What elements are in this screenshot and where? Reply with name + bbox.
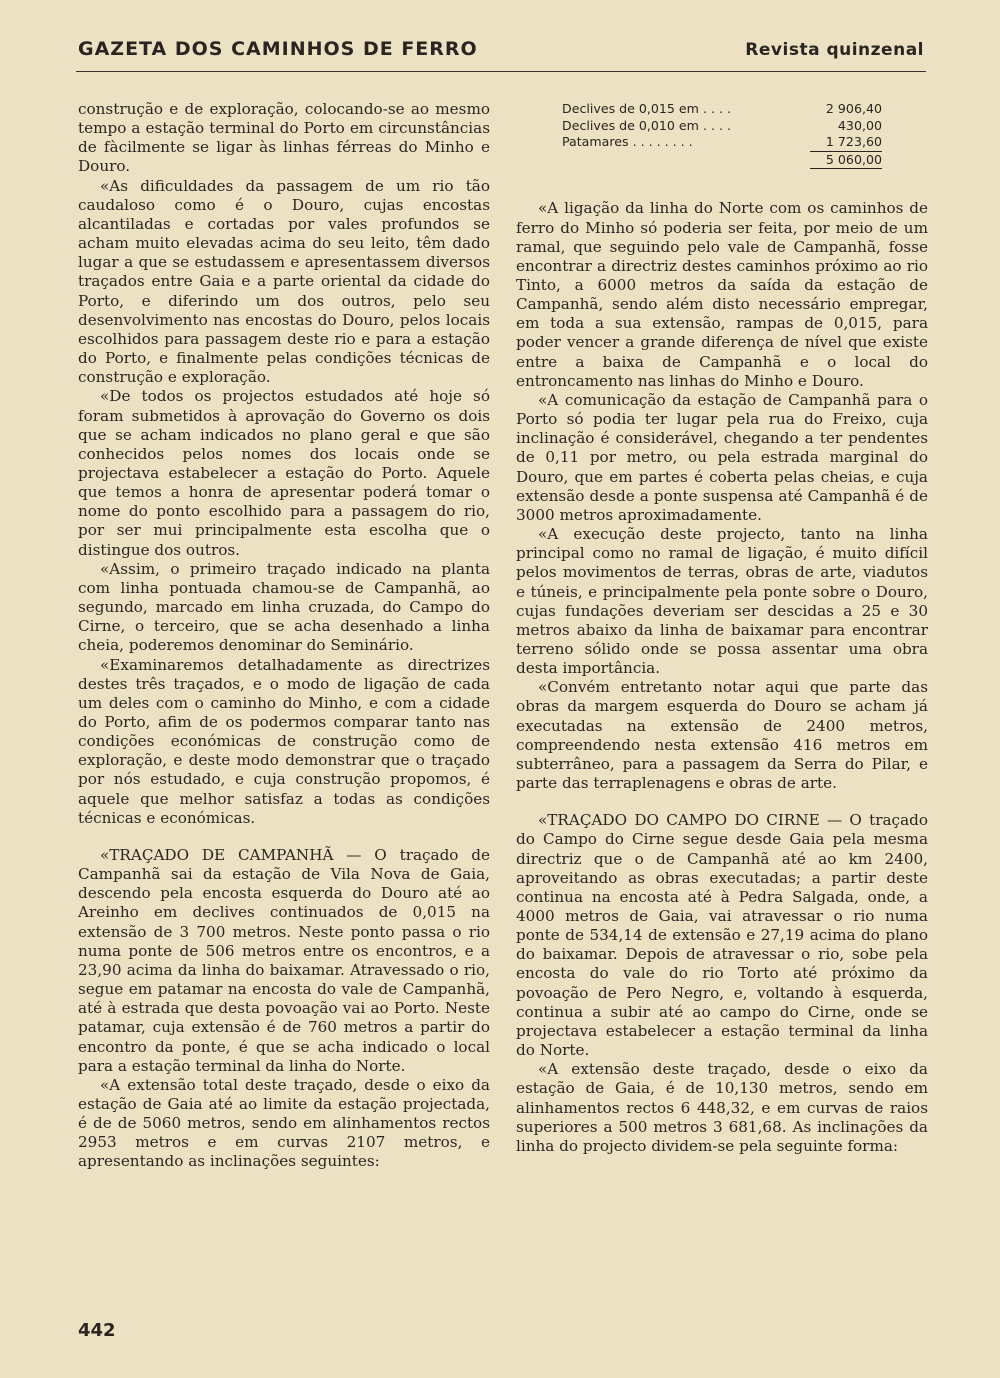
table-row (562, 118, 882, 135)
paragraph: «A execução deste projecto, tanto na linha principal como no ramal de ligação, é muito difícil pelos movimentos de terras, obras de arte, viadutos e túneis, e principalmente pela ponte sobre o Douro, cujas fundações deveriam ser descidas a 25 e 30 metros abaixo da linha de baixamar para encontrar terreno sólido onde se possa assentar uma obra desta importância. (516, 525, 928, 678)
journal-title: GAZETA DOS CAMINHOS DE FERRO (78, 38, 478, 60)
paragraph: «A ligação da linha do Norte com os caminhos de ferro do Minho só poderia ser feita, por meio de um ramal, que seguindo pelo vale de Campanhã, fosse encontrar a directriz destes caminhos próximo ao rio Tinto, a 6000 metros da saída da estação de Campanhã, sendo além disto necessário empregar, em toda a sua extensão, rampas de 0,015, para poder vencer a grande diferença de nível que existe entre a baixa de Campanhã e o local do entroncamento nas linhas do Minho e Douro. (516, 199, 928, 390)
table-row (562, 101, 882, 118)
paragraph: construção e de exploração, colocando-se ao mesmo tempo a estação terminal do Porto em circunstâncias de fàcilmente se ligar às linhas férreas do Minho e Douro. (78, 100, 490, 176)
table-total-row (562, 152, 882, 170)
table-row-value: 1 723,60 (810, 134, 882, 152)
paragraph: «De todos os projectos estudados até hoje só foram submetidos à aprovação do Governo os dois que se acham indicados no plano geral e que são conhecidos pelos nomes dos locais onde se projectava estabelecer a estação do Porto. Aquele que temos a honra de apresentar poderá tomar o nome do ponto escolhido para a passagem do rio, por ser mui principalmente esta escolha que o distingue dos outros. (78, 387, 490, 559)
table-row-label: Patamares . . . . . . . . (562, 134, 693, 150)
table-total-value: 5 060,00 (810, 152, 882, 170)
right-column (516, 101, 928, 1156)
table-row-value: 430,00 (837, 117, 882, 133)
table-row-value: 2 906,40 (825, 101, 882, 116)
page-header (78, 38, 924, 62)
section-paragraph-campanha: «TRAÇADO DE CAMPANHÃ — O traçado de Campanhã sai da estação de Vila Nova de Gaia, descendo pela encosta esquerda do Douro até ao Areinho em declives continuados de 0,015 na extensão de 3 700 metros. Neste ponto passa o rio numa ponte de 506 metros entre os encontros, e a 23,90 acima da linha do baixamar. Atravessado o rio, segue em patamar na encosta do vale de Campanhã, até à estrada que desta povoação vai ao Porto. Neste patamar, cuja extensão é de 760 metros a partir do encontro da ponte, é que se acha indicado o local para a estação terminal da linha do Norte. (78, 845, 490, 1075)
table-row-label: Declives de 0,010 em . . . . (562, 117, 731, 133)
table-row (562, 134, 882, 152)
paragraph: «Examinaremos detalhadamente as directrizes destes três traçados, e o modo de ligação de cada um deles com o caminho do Minho, e com a cidade do Porto, afim de os podermos comparar tanto nas condições económicas de construção como de exploração, e deste modo demonstrar que o traçado por nós estudado, e cuja construção propomos, é aquele que melhor satisfaz a todas as condições técnicas e económicas. (78, 655, 490, 827)
paragraph: «A comunicação da estação de Campanhã para o Porto só podia ter lugar pela rua do Freixo, cuja inclinação é considerável, chegando a ter pendentes de 0,11 por metro, ou pela estrada marginal do Douro, que em partes é coberta pelas cheias, e cuja extensão desde a ponte suspensa até Campanhã é de 3000 metros aproximadamente. (516, 390, 928, 524)
paragraph: «Assim, o primeiro traçado indicado na planta com linha pontuada chamou-se de Campanhã, ao segundo, marcado em linha cruzada, do Campo do Cirne, o terceiro, que se acha desenhado a linha cheia, poderemos denominar do Seminário. (78, 559, 490, 655)
paragraph: «As dificuldades da passagem de um rio tão caudaloso como é o Douro, cujas encostas alcantiladas e cortadas por vales profundos se acham muito elevadas acima do seu leito, têm dado lugar a que se estudassem e apresentassem diversos traçados entre Gaia e a parte oriental da cidade do Porto, e diferindo um dos outros, pelo seu desenvolvimento nas encostas do Douro, pelos locais escolhidos para passagem deste rio e para a estação do Porto, e finalmente pelas condições técnicas de construção e exploração. (78, 176, 490, 387)
journal-subtitle: Revista quinzenal (745, 40, 924, 60)
table-row-label: Declives de 0,015 em . . . . (562, 101, 731, 116)
paragraph: «Convém entretanto notar aqui que parte das obras da margem esquerda do Douro se acham já executadas na extensão de 2400 metros, compreendendo nesta extensão 416 metros em subterrâneo, para a passagem da Serra do Pilar, e parte das terraplenagens e obras de arte. (516, 678, 928, 793)
header-rule (76, 71, 926, 72)
page-number: 442 (78, 1320, 116, 1341)
left-column (78, 100, 490, 1172)
paragraph: «A extensão total deste traçado, desde o eixo da estação de Gaia até ao limite da estação projectada, é de de 5060 metros, sendo em alinhamentos rectos 2953 metros e em curvas 2107 metros, e apresentando as inclinações seguintes: (78, 1075, 490, 1171)
paragraph: «A extensão deste traçado, desde o eixo da estação de Gaia, é de 10,130 metros, sendo em alinhamentos rectos 6 448,32, e em curvas de raios superiores a 500 metros 3 681,68. As inclinações da linha do projecto dividem-se pela seguinte forma: (516, 1060, 928, 1155)
gradient-table (562, 101, 882, 169)
section-paragraph-campo-do-cirne: «TRAÇADO DO CAMPO DO CIRNE — O traçado do Campo do Cirne segue desde Gaia pela mesma directriz que o de Campanhã até ao km 2400, aproveitando as obras executadas; a partir deste continua na encosta até à Pedra Salgada, onde, a 4000 metros de Gaia, vai atravessar o rio numa ponte de 534,14 de extensão e 27,19 acima do plano do baixamar. Depois de atravessar o rio, sobe pela encosta do vale do rio Torto até próximo da povoação de Pero Negro, e, voltando à esquerda, continua a subir até ao campo do Cirne, onde se projectava estabelecer a estação terminal da linha do Norte. (516, 811, 928, 1060)
